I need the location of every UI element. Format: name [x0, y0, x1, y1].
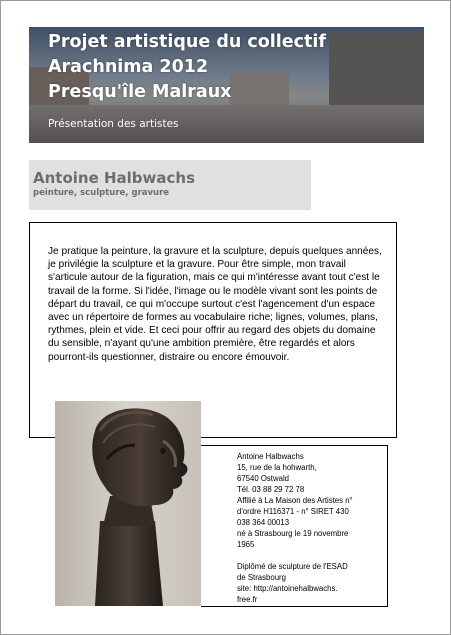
- contact-line: Antoine Halbwachs: [237, 452, 304, 461]
- contact-line: Diplômé de sculpture de l'ESAD: [237, 562, 348, 571]
- artist-name: Antoine Halbwachs: [33, 169, 196, 187]
- contact-line: site: http://antoinehalbwachs.: [237, 584, 338, 593]
- bronze-head-sculpture-image: [55, 401, 201, 606]
- contact-line: 038 364 00013: [237, 518, 290, 527]
- contact-line: Tél. 03 88 29 72 78: [237, 485, 305, 494]
- contact-line: 67540 Ostwald: [237, 474, 290, 483]
- contact-line: Affilié à La Maison des Artistes n°: [237, 496, 353, 505]
- artist-name-box: [29, 160, 311, 210]
- contact-line: 15, rue de la hohwarth,: [237, 463, 317, 472]
- contact-line: free.fr: [237, 595, 258, 604]
- header-subtitle: Présentation des artistes: [48, 118, 179, 130]
- artist-disciplines: peinture, sculpture, gravure: [33, 188, 170, 198]
- contact-line: 1965: [237, 540, 255, 549]
- artist-statement: Je pratique la peinture, la gravure et la sculpture, depuis quelques années, je privilégie la sculpture et la gravure. Pour être simple, mon travail s'articule autour de la figuration, mais ce qui m'intéresse avant tout c'est le travail de la forme. Si l'idée, l'image ou le modèle vivant sont les points de départ du travail, ce qui m'occupe surtout c'est l'agencement d'un espace avec un répertoire de formes au vocabulaire riche; lignes, volumes, plans, rythmes, plein et vide. Et ceci pour offrir au regard des objets du domaine du sensible, n'ayant qu'une ambition première, être regardés et alors pourront-ils questionner, distraire ou encore émouvoir.: [48, 246, 382, 363]
- header-title-line: Presqu'île Malraux: [48, 82, 232, 102]
- sculpture-photo: [55, 401, 201, 606]
- header-banner: [29, 27, 424, 143]
- contact-line: né à Strasbourg le 19 novembre: [237, 529, 349, 538]
- contact-box: [201, 445, 388, 607]
- header-title-line: Arachnima 2012: [48, 57, 209, 77]
- contact-line: de Strasbourg: [237, 573, 286, 582]
- contact-line: d'ordre H116371 - n° SIRET 430: [237, 507, 349, 516]
- header-title-line: Projet artistique du collectif: [48, 32, 327, 52]
